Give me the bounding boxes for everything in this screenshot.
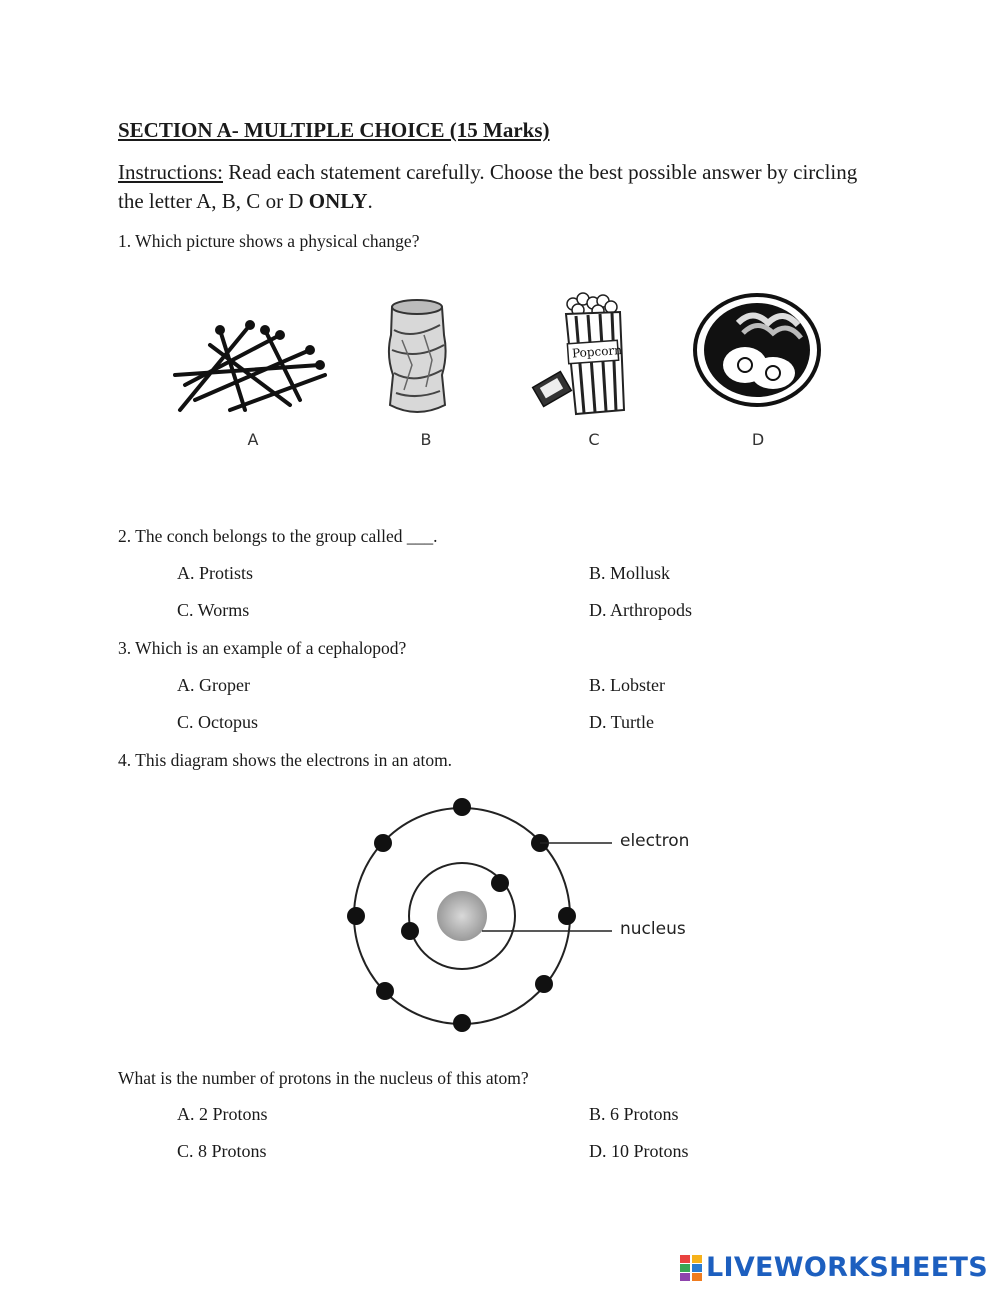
q4-option-c[interactable]: C. 8 Protons bbox=[177, 1141, 267, 1161]
question-4: 4. This diagram shows the electrons in an atom. bbox=[118, 750, 453, 770]
section-title: SECTION A- MULTIPLE CHOICE (15 Marks) bbox=[118, 118, 550, 142]
instructions-end: . bbox=[367, 189, 373, 213]
picture-label-d: D bbox=[751, 430, 765, 449]
electron bbox=[453, 798, 471, 816]
question-2: 2. The conch belongs to the group called ___. bbox=[118, 526, 438, 546]
instructions-text: Read each statement carefully. Choose the best possible answer by circling the letter A, B, C or D bbox=[118, 160, 858, 213]
electron bbox=[401, 922, 419, 940]
q3-option-c[interactable]: C. Octopus bbox=[177, 712, 258, 732]
electron bbox=[535, 975, 553, 993]
q4-option-b[interactable]: B. 6 Protons bbox=[589, 1104, 679, 1124]
picture-label-c: C bbox=[588, 430, 600, 449]
instructions-emphasis: ONLY bbox=[308, 189, 368, 213]
electron bbox=[374, 834, 392, 852]
electron bbox=[453, 1014, 471, 1032]
instructions-label: Instructions: bbox=[118, 160, 223, 184]
atom-diagram bbox=[340, 790, 700, 1040]
q2-option-d[interactable]: D. Arthropods bbox=[589, 600, 692, 620]
q2-option-b[interactable]: B. Mollusk bbox=[589, 563, 671, 583]
q4-option-a[interactable]: A. 2 Protons bbox=[177, 1104, 268, 1124]
liveworksheets-logo[interactable] bbox=[680, 1252, 988, 1283]
q3-option-a[interactable]: A. Groper bbox=[177, 675, 250, 695]
nails-icon bbox=[170, 315, 330, 420]
q3-option-b[interactable]: B. Lobster bbox=[589, 675, 665, 695]
electron bbox=[376, 982, 394, 1000]
question-1-pictures bbox=[170, 290, 850, 449]
picture-label-b: B bbox=[420, 430, 432, 449]
question-1: 1. Which picture shows a physical change? bbox=[118, 231, 420, 251]
popcorn-box-text: Popcorn bbox=[571, 343, 623, 361]
q2-option-a[interactable]: A. Protists bbox=[177, 563, 254, 583]
electron bbox=[558, 907, 576, 925]
picture-label-a: A bbox=[247, 430, 259, 449]
electron bbox=[347, 907, 365, 925]
electron bbox=[491, 874, 509, 892]
nucleus-leader-line bbox=[512, 930, 612, 931]
instructions bbox=[118, 158, 888, 216]
logo-tiles-icon bbox=[680, 1255, 702, 1281]
popcorn-icon bbox=[528, 290, 633, 420]
nucleus bbox=[437, 891, 487, 941]
crushed-can-icon bbox=[382, 295, 452, 420]
nucleus-label: nucleus bbox=[620, 919, 686, 939]
eggs-bacon-plate-icon bbox=[693, 293, 821, 408]
logo-text: LIVEWORKSHEETS bbox=[705, 1252, 988, 1283]
electron-label: electron bbox=[620, 831, 690, 851]
question-3: 3. Which is an example of a cephalopod? bbox=[118, 638, 407, 658]
q4-option-d[interactable]: D. 10 Protons bbox=[589, 1141, 689, 1161]
question-4-subquestion: What is the number of protons in the nucleus of this atom? bbox=[118, 1068, 529, 1088]
q2-option-c[interactable]: C. Worms bbox=[177, 600, 250, 620]
q3-option-d[interactable]: D. Turtle bbox=[589, 712, 655, 732]
